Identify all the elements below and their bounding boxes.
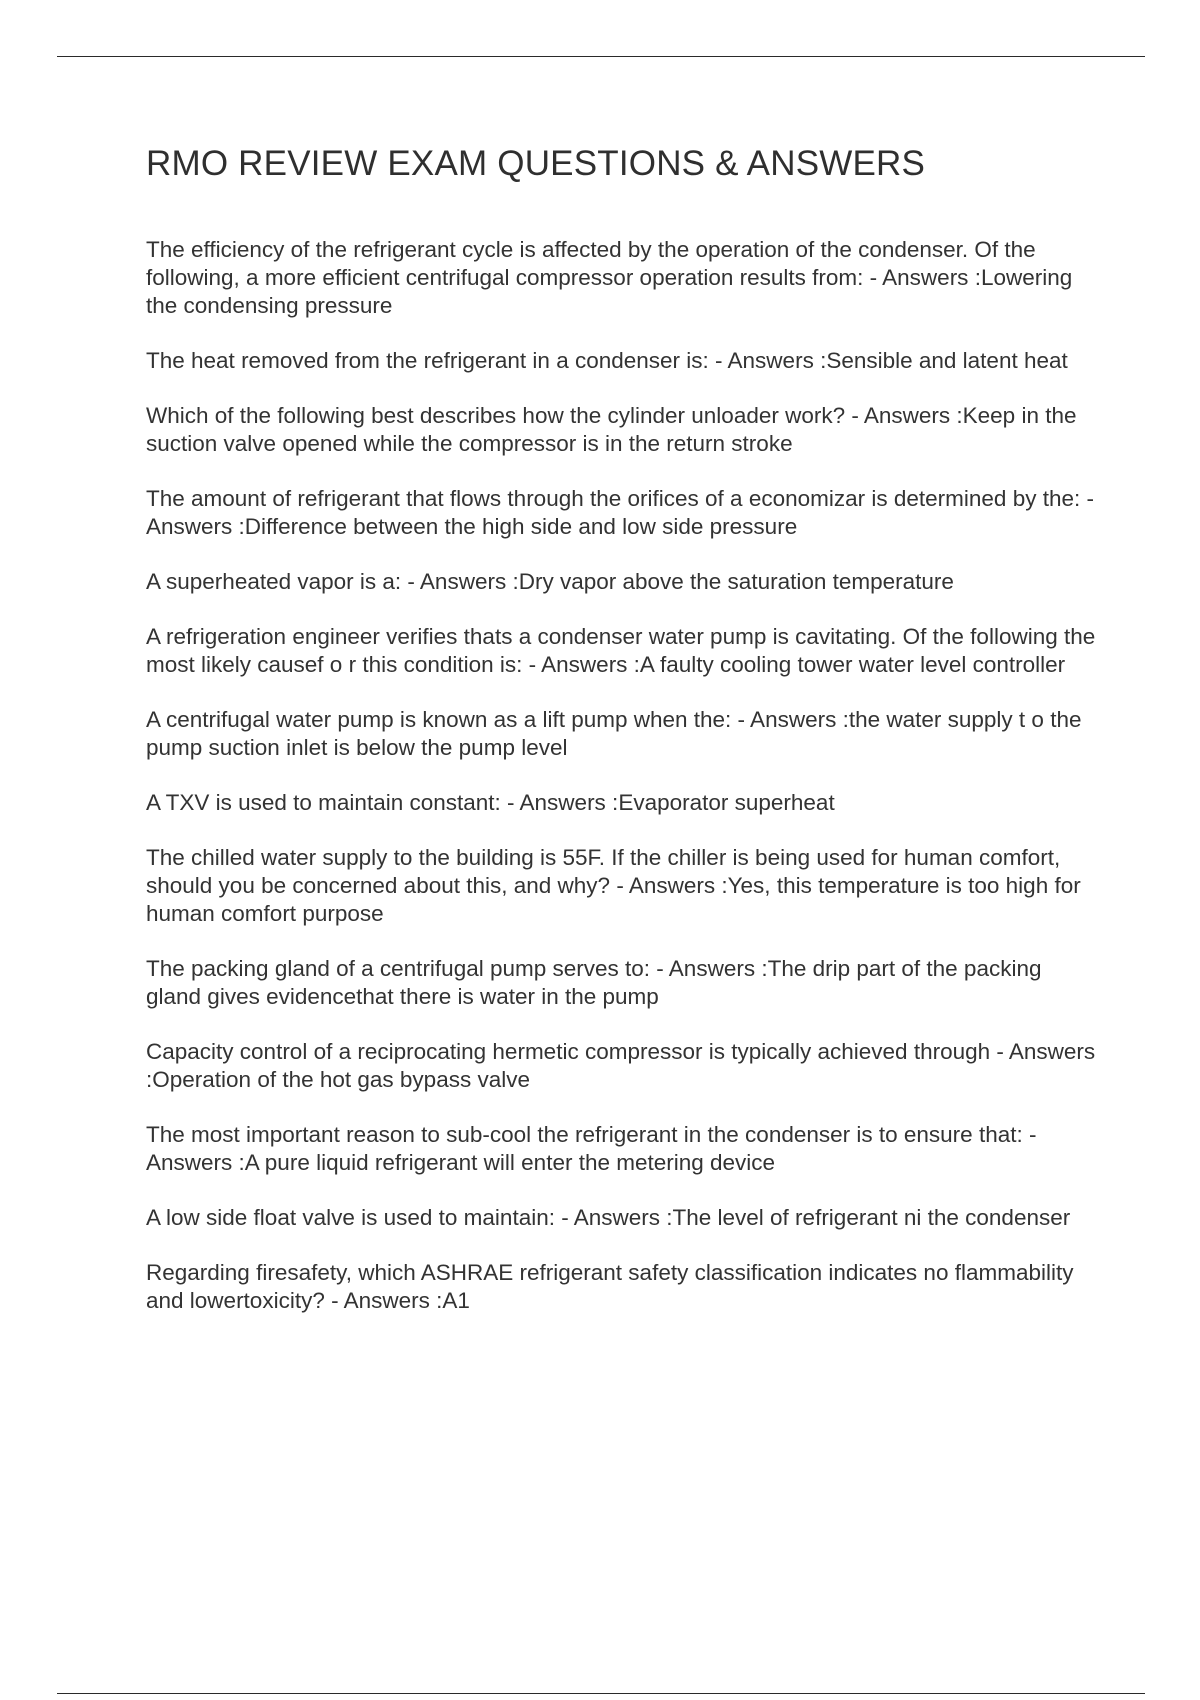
page-title: RMO REVIEW EXAM QUESTIONS & ANSWERS [146,144,926,183]
qa-item: The most important reason to sub-cool the refrigerant in the condenser is to ensure that: - Answers :A pure liquid refrigerant will enter the metering device [146,1122,1037,1175]
top-divider [57,56,1145,57]
document-body [146,140,1096,1342]
qa-item: A superheated vapor is a: - Answers :Dry vapor above the saturation temperature [146,569,954,594]
qa-item: The heat removed from the refrigerant in a condenser is: - Answers :Sensible and latent heat [146,348,1068,373]
qa-item: The amount of refrigerant that flows through the orifices of a economizar is determined by the: - Answers :Difference between the high side and low side pressure [146,486,1094,539]
qa-item: Capacity control of a reciprocating hermetic compressor is typically achieved through - Answers :Operation of the hot gas bypass valve [146,1039,1096,1092]
qa-item: A TXV is used to maintain constant: - Answers :Evaporator superheat [146,790,835,815]
qa-item: The efficiency of the refrigerant cycle is affected by the operation of the condenser. Of the following, a more efficient centrifugal compressor operation results from: - Answers :Lowering the condensing pressure [146,237,1073,318]
qa-item: A centrifugal water pump is known as a lift pump when the: - Answers :the water supply t o the pump suction inlet is below the pump level [146,707,1082,760]
qa-list [146,236,1096,1315]
bottom-divider [57,1693,1145,1694]
qa-item: A low side float valve is used to maintain: - Answers :The level of refrigerant ni the condenser [146,1205,1071,1230]
qa-item: Regarding firesafety, which ASHRAE refrigerant safety classification indicates no flammability and lowertoxicity? - Answers :A1 [146,1260,1074,1313]
qa-item: The packing gland of a centrifugal pump serves to: - Answers :The drip part of the packing gland gives evidencethat there is water in the pump [146,956,1042,1009]
qa-item: Which of the following best describes how the cylinder unloader work? - Answers :Keep in the suction valve opened while the compressor is in the return stroke [146,403,1077,456]
qa-item: A refrigeration engineer verifies thats a condenser water pump is cavitating. Of the following the most likely causef o r this condition is: - Answers :A faulty cooling tower water level controller [146,624,1096,677]
qa-item: The chilled water supply to the building is 55F. If the chiller is being used for human comfort, should you be concerned about this, and why? - Answers :Yes, this temperature is too high for human comfort purpose [146,845,1081,926]
